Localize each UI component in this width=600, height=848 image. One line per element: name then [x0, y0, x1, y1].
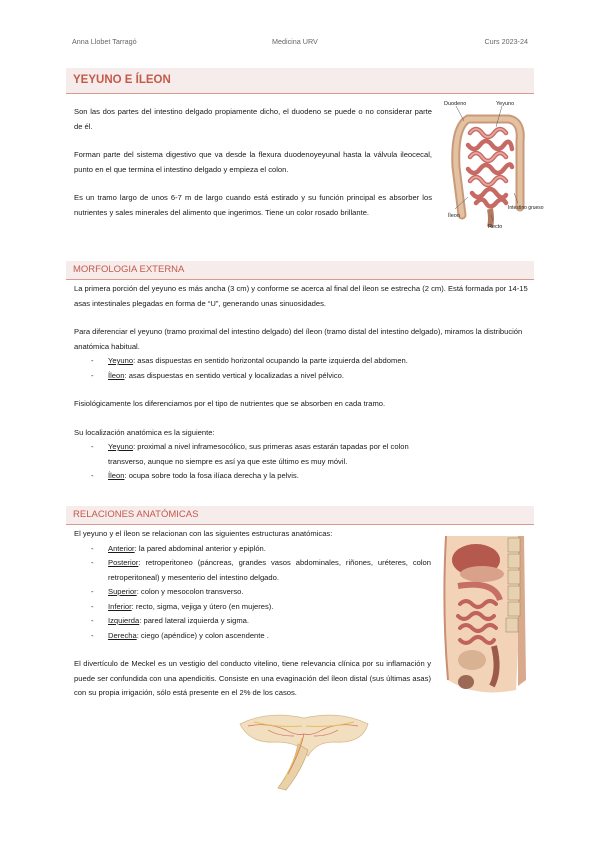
section-heading-morfologia [66, 261, 534, 279]
header-subject: Medicina URV [272, 37, 318, 46]
header-author: Anna Llobet Tarragó [72, 37, 137, 46]
list-item: - Íleon: ocupa sobre todo la fosa ilíaca derecha y la pelvis. [91, 471, 299, 480]
list-item: - Derecha: ciego (apéndice) y colon ascendente . [91, 630, 269, 640]
section-divider [66, 93, 534, 94]
paragraph: Fisiológicamente los diferenciamos por el tipo de nutrientes que se absorben en cada tramo. [74, 399, 386, 408]
meckel-diverticulum-illustration [238, 708, 370, 790]
list-item: - Íleon: asas dispuestas en sentido vertical y localizadas a nivel pélvico. [91, 370, 344, 380]
section-heading-yeyuno [66, 68, 534, 93]
list-item: - Superior: colon y mesocolon transverso. [91, 587, 244, 596]
section-title: RELACIONES ANATÓMICAS [73, 509, 199, 520]
paragraph: El yeyuno y el íleon se relacionan con las siguientes estructuras anatómicas: [74, 529, 333, 538]
abdomen-sagittal-illustration [436, 530, 530, 700]
section3-text [74, 527, 431, 701]
term: Superior [108, 587, 137, 596]
label-ileon: Íleon [448, 213, 460, 219]
term: Íleon [108, 471, 125, 480]
section-title: YEYUNO E ÍLEON [73, 74, 171, 86]
term: Íleon [108, 370, 125, 380]
paragraph: La primera porción del yeyuno es más ancha (3 cm) y conforme se acerca al final del íleon se estrecha (2 cm). Está formada por 14-15 asas intestinales plegadas en forma de “U”, generando unas sinuosidades. [74, 284, 528, 308]
paragraph: Son las dos partes del intestino delgado propiamente dicho, el duodeno se puede o no considerar parte de él. [74, 107, 432, 131]
section2-text [74, 282, 534, 484]
list-item: - Yeyuno: proximal a nivel inframesocólico, sus primeras asas estarán tapadas por el colon transverso, aunque no siempre es así ya que este último es muy móvil. [91, 442, 409, 466]
paragraph: Para diferenciar el yeyuno (tramo proximal del intestino delgado) del íleon (tramo distal del intestino delgado), miramos la distribución anatómica habitual. [74, 327, 523, 351]
label-recto: Recto [488, 224, 503, 230]
paragraph: Forman parte del sistema digestivo que va desde la flexura duodenoyeyunal hasta la válvula ileocecal, punto en el que termina el intestino delgado y empieza el colon. [74, 150, 432, 174]
section-divider [66, 524, 534, 525]
label-yeyuno: Yeyuno [496, 101, 515, 107]
paragraph: Es un tramo largo de unos 6-7 m de largo cuando está estirado y su función principal es absorber los nutrientes y sales minerales del alimento que ingerimos. Tiene un color rosado brillante. [74, 193, 432, 217]
term: Derecha [108, 630, 137, 640]
label-duodeno: Duodeno [444, 101, 467, 107]
section-title: MORFOLOGIA EXTERNA [73, 264, 185, 275]
list-item: - Posterior: retroperitoneo (páncreas, grandes vasos abdominales, riñones, uréteres, colon retroperitoneal) y mesenterio del intestino delgado. [91, 558, 431, 582]
term: Anterior [108, 543, 135, 553]
section1-text [74, 105, 432, 220]
label-intestino-grueso: Intestino grueso [508, 205, 544, 211]
intestine-illustration [442, 97, 544, 231]
term: Posterior [108, 558, 139, 567]
list-item: - Yeyuno: asas dispuestas en sentido horizontal ocupando la parte izquierda del abdomen. [91, 356, 408, 365]
paragraph: Su localización anatómica es la siguiente: [74, 427, 215, 437]
list-item: - Inferior: recto, sigma, vejiga y útero (en mujeres). [91, 601, 274, 611]
term: Izquierda [108, 616, 140, 625]
term: Yeyuno [108, 356, 134, 365]
section-heading-relaciones [66, 506, 534, 524]
list-item: - Izquierda: pared lateral izquierda y sigma. [91, 616, 249, 625]
page-header [72, 37, 528, 49]
term: Yeyuno [108, 442, 134, 451]
header-course: Curs 2023-24 [484, 37, 528, 46]
term: Inferior [108, 601, 132, 611]
list-item: - Anterior: la pared abdominal anterior y epiplón. [91, 543, 266, 553]
paragraph: El divertículo de Meckel es un vestigio del conducto vitelino, tiene relevancia clínica por su inflamación y puede ser confundida con una apendicitis. Consiste en una evaginación del íleon distal (sus últimas asas) con su propia irrigación, sólo está presente en el 2% de los casos. [74, 659, 431, 697]
section-divider [66, 279, 534, 280]
